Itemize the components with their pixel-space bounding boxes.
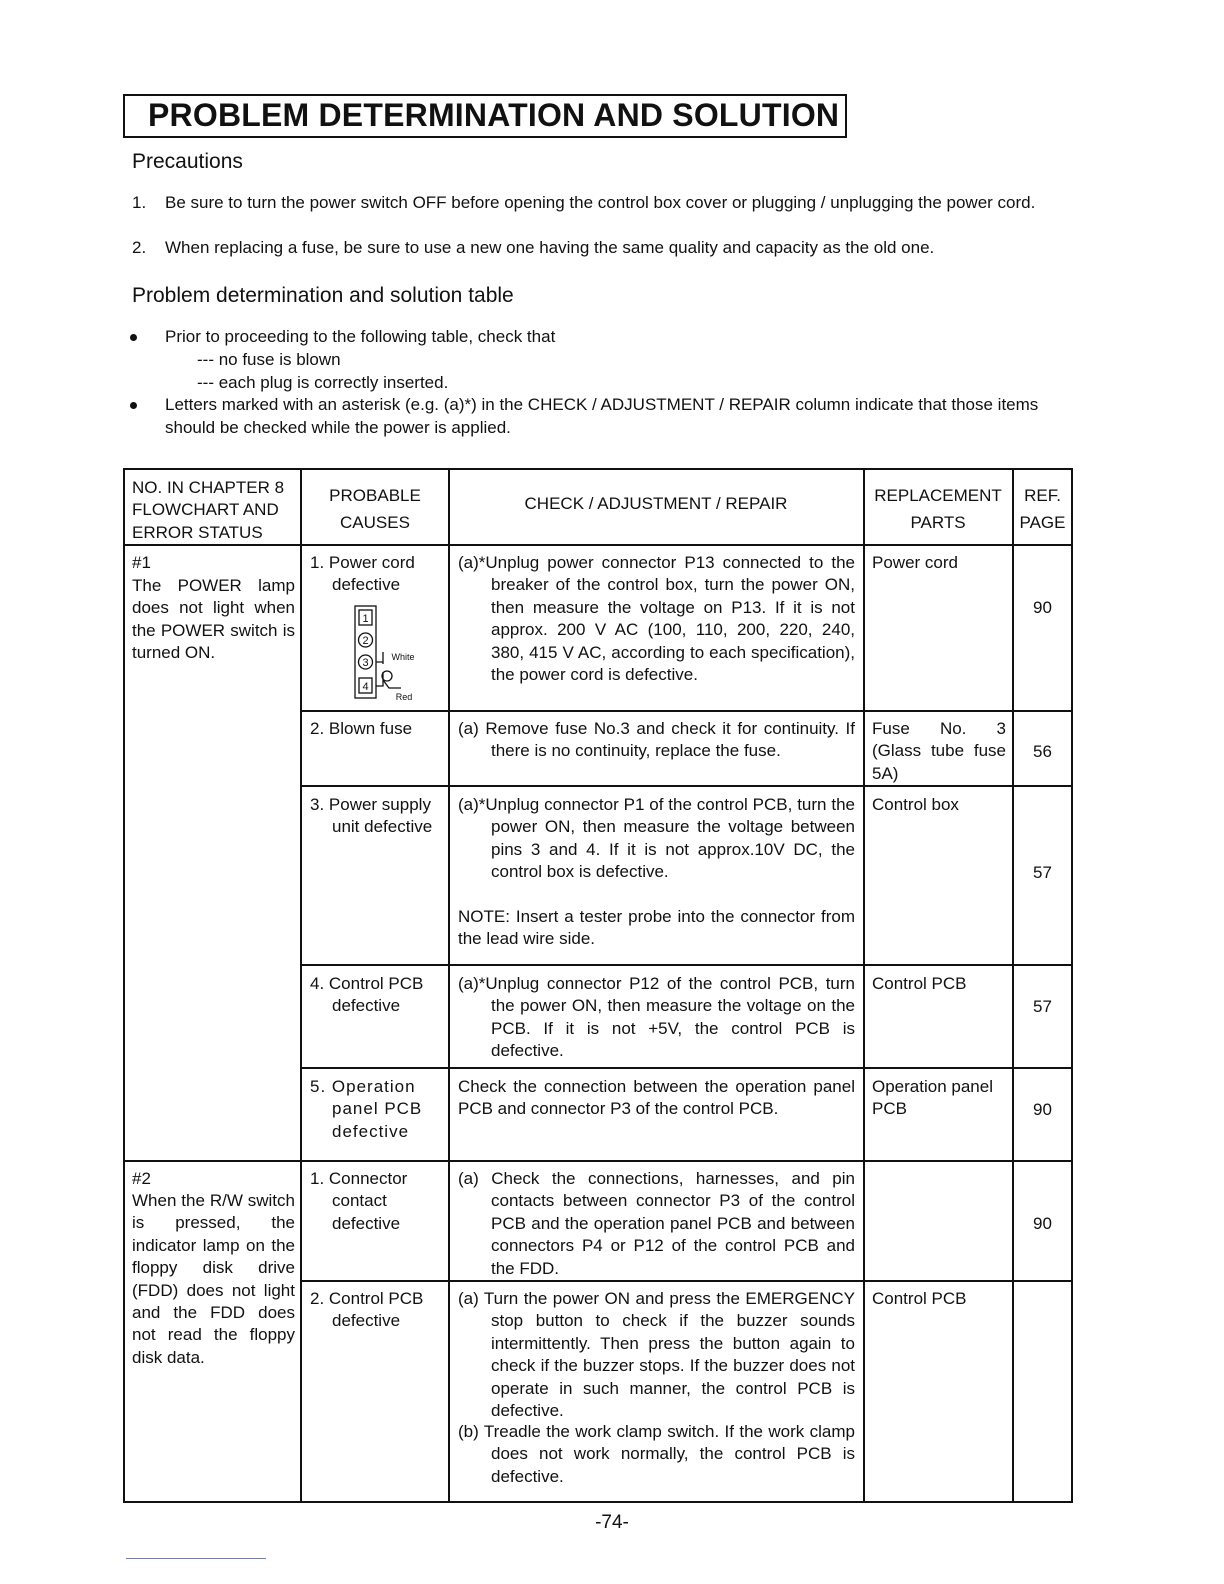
check-text: (a)*Unplug connector P12 of the control PCB, turn the power ON, then measure the voltage on the PCB. If it is not +5V, the control PCB is defective. xyxy=(458,974,855,1061)
precaution-text: When replacing a fuse, be sure to use a new one having the same quality and capacity as the old one. xyxy=(165,238,935,257)
header-causes: PROBABLE CAUSES xyxy=(329,486,421,532)
cause-text: 3. Power supply unit defective xyxy=(310,795,433,837)
status-id: #1 xyxy=(132,553,151,572)
cause-text: 1. Connector contact defective xyxy=(310,1169,408,1233)
bullet-icon xyxy=(130,402,137,409)
precautions-heading: Precautions xyxy=(132,150,243,173)
table-section-heading: Problem determination and solution table xyxy=(132,284,514,307)
header-check: CHECK / ADJUSTMENT / REPAIR xyxy=(524,494,788,513)
precaution-number: 1. xyxy=(132,193,147,212)
ref-page: 57 xyxy=(1033,997,1052,1016)
connector-pin-label: 3 xyxy=(362,657,369,669)
status-id: #2 xyxy=(132,1169,151,1188)
replacement-part: Operation panel PCB xyxy=(872,1077,993,1119)
cause-text: 5. Operation panel PCB defective xyxy=(310,1077,423,1141)
connector-diagram xyxy=(353,604,423,704)
footer-rule xyxy=(126,1558,266,1559)
bullet-text: Prior to proceeding to the following table, check that xyxy=(165,327,556,346)
check-text: (a)*Unplug power connector P13 connected to the breaker of the control box, turn the power ON, then measure the voltage on P13. If it is not approx. 200 V AC (100, 110, 200, 220, 240, 380, 415 V AC, according to each specification), the power cord is defective. xyxy=(458,553,855,685)
ref-page: 90 xyxy=(1033,1100,1052,1119)
check-note: NOTE: Insert a tester probe into the connector from the lead wire side. xyxy=(458,907,855,949)
connector-pin-label: 2 xyxy=(362,635,369,647)
page-number: -74- xyxy=(595,1512,629,1533)
cause-text: 1. Power cord defective xyxy=(310,553,415,595)
check-text: (a) Turn the power ON and press the EMERGENCY stop button to check if the buzzer sounds intermittently. Then press the button again to check if the buzzer stops. If the buzzer does not operate in such manner, the control PCB is defective. xyxy=(458,1289,855,1421)
replacement-part: Control PCB xyxy=(872,974,967,993)
wire-label-red: Red xyxy=(395,692,413,702)
check-text: (a)*Unplug connector P1 of the control PCB, turn the power ON, then measure the voltage between pins 3 and 4. If it is not approx.10V DC, the control box is defective. xyxy=(458,795,855,882)
header-page: REF. PAGE xyxy=(1019,486,1066,532)
check-text: Check the connection between the operation panel PCB and connector P3 of the control PCB. xyxy=(458,1077,855,1119)
cause-text: 2. Blown fuse xyxy=(310,719,413,738)
replacement-part: Control PCB xyxy=(872,1289,967,1308)
precaution-text: Be sure to turn the power switch OFF before opening the control box cover or plugging / unplugging the power cord. xyxy=(165,193,1036,212)
bullet-subitem: --- each plug is correctly inserted. xyxy=(197,373,449,392)
replacement-part: Fuse No. 3 (Glass tube fuse 5A) xyxy=(872,719,1006,783)
bullet-text: Letters marked with an asterisk (e.g. (a)*) in the CHECK / ADJUSTMENT / REPAIR column indicate that those items should be checked while the power is applied. xyxy=(165,395,1039,437)
cause-text: 2. Control PCB defective xyxy=(310,1289,424,1331)
status-description: When the R/W switch is pressed, the indicator lamp on the floppy disk drive (FDD) does not light and the FDD does not read the floppy disk data. xyxy=(132,1191,295,1367)
header-status: NO. IN CHAPTER 8 FLOWCHART AND ERROR STATUS xyxy=(132,478,285,542)
check-text: (a) Check the connections, harnesses, and pin contacts between connector P3 of the control PCB and the operation panel PCB and between connectors P4 or P12 of the control PCB and the FDD. xyxy=(458,1169,855,1278)
replacement-part: Control box xyxy=(872,795,959,814)
page-title: PROBLEM DETERMINATION AND SOLUTION xyxy=(148,97,840,133)
check-text: (a) Remove fuse No.3 and check it for continuity. If there is no continuity, replace the fuse. xyxy=(458,719,855,761)
connector-pin-label: 4 xyxy=(362,681,369,693)
status-description: The POWER lamp does not light when the POWER switch is turned ON. xyxy=(132,576,295,663)
ref-page: 57 xyxy=(1033,863,1052,882)
check-text-b: (b) Treadle the work clamp switch. If the work clamp does not work normally, the control PCB is defective. xyxy=(458,1422,855,1486)
precaution-number: 2. xyxy=(132,238,147,257)
bullet-subitem: --- no fuse is blown xyxy=(197,350,341,369)
wire-label-white: White xyxy=(391,652,415,662)
ref-page: 90 xyxy=(1033,598,1052,617)
header-parts: REPLACEMENT PARTS xyxy=(874,486,1002,532)
bullet-icon xyxy=(130,334,137,341)
cause-text: 4. Control PCB defective xyxy=(310,974,424,1016)
replacement-part: Power cord xyxy=(872,553,958,572)
ref-page: 90 xyxy=(1033,1214,1052,1233)
connector-pin-label: 1 xyxy=(362,613,369,625)
ref-page: 56 xyxy=(1033,742,1052,761)
